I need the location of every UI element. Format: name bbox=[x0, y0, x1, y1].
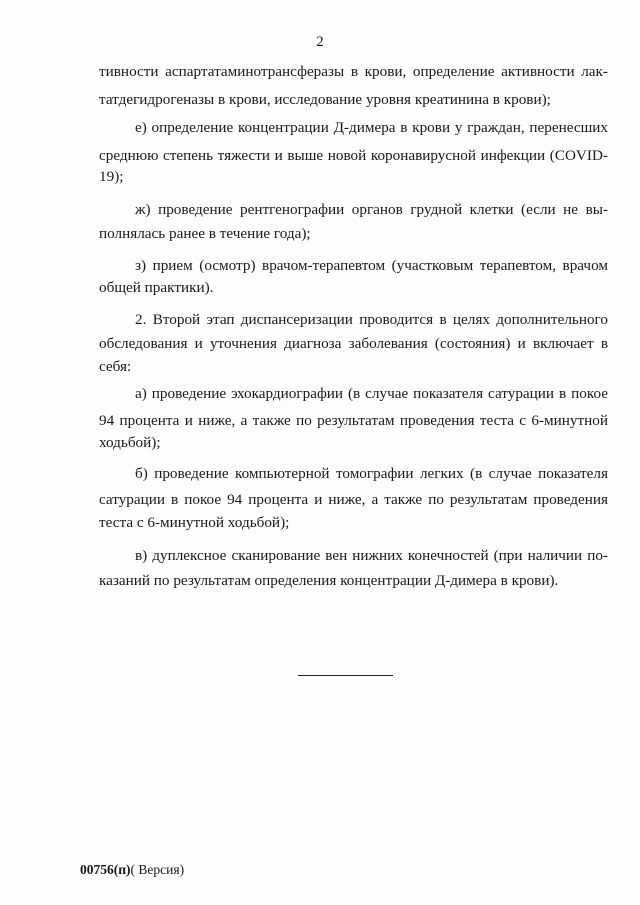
text-line: теста с 6-минутной ходьбой); bbox=[99, 514, 290, 531]
text-line: обследования и уточнения диагноза заболевания (состояния) и включает в bbox=[99, 335, 608, 352]
text-line: а) проведение эхокардиографии (в случае показателя сатурации в покое bbox=[135, 385, 608, 402]
text-line: б) проведение компьютерной томографии легких (в случае показателя bbox=[135, 465, 608, 482]
document-code: 00756(п) bbox=[80, 862, 131, 877]
text-line: себя: bbox=[99, 358, 132, 375]
text-line: полнялась ранее в течение года); bbox=[99, 225, 311, 242]
text-line: ж) проведение рентгенографии органов грудной клетки (если не вы- bbox=[135, 201, 608, 218]
document-footer bbox=[80, 862, 184, 878]
text-line: е) определение концентрации Д-димера в крови у граждан, перенесших bbox=[135, 119, 608, 136]
page-number: 2 bbox=[316, 34, 324, 50]
text-line: казаний по результатам определения концентрации Д-димера в крови). bbox=[99, 572, 559, 589]
text-line: сатурации в покое 94 процента и ниже, а также по результатам проведения bbox=[99, 491, 608, 508]
text-line: 2. Второй этап диспансеризации проводится в целях дополнительного bbox=[135, 311, 608, 328]
text-line: 94 процента и ниже, а также по результатам проведения теста с 6-минутной bbox=[99, 412, 608, 429]
text-line: среднюю степень тяжести и выше новой коронавирусной инфекции (COVID- bbox=[99, 147, 608, 164]
text-line: ходьбой); bbox=[99, 434, 161, 451]
end-separator-line bbox=[298, 675, 393, 676]
text-line: 19); bbox=[99, 168, 124, 185]
text-line: тивности аспартатаминотрансферазы в крови, определение активности лак- bbox=[99, 63, 608, 80]
text-line: татдегидрогеназы в крови, исследование уровня креатинина в крови); bbox=[99, 91, 551, 108]
document-version: ( Версия) bbox=[130, 862, 185, 877]
text-line: в) дуплексное сканирование вен нижних конечностей (при наличии по- bbox=[135, 547, 608, 564]
text-line: з) прием (осмотр) врачом-терапевтом (участковым терапевтом, врачом bbox=[135, 257, 608, 274]
text-line: общей практики). bbox=[99, 279, 214, 296]
